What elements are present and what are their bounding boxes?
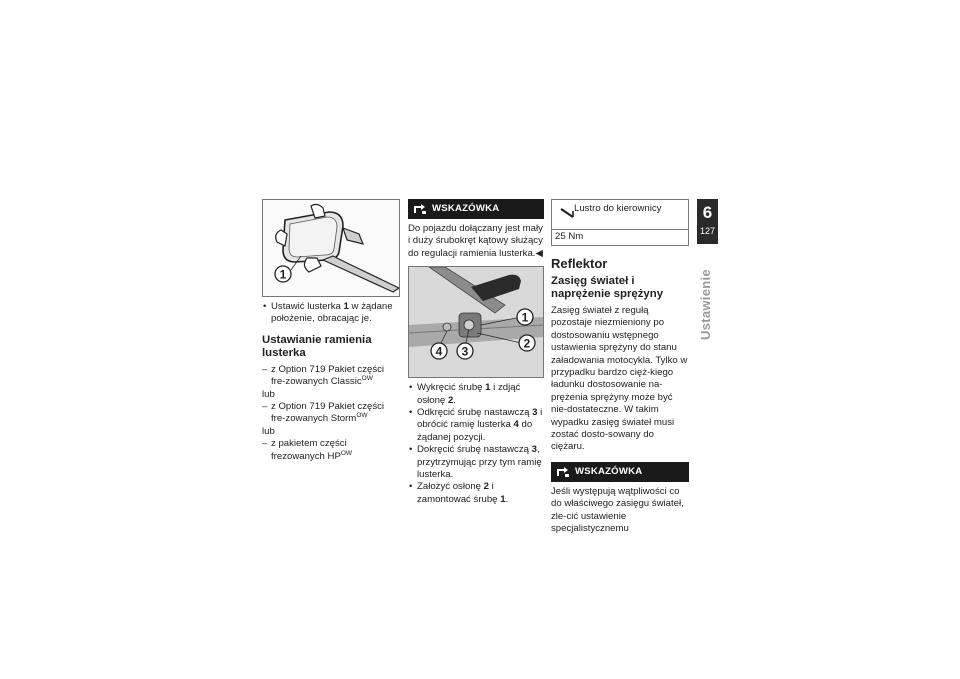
mirror-arm-figure <box>408 266 544 378</box>
warning-text: Do pojazdu dołączany jest mały i duży śrubokręt kątowy służący do regulacji ramienia lusterka.◀ <box>408 223 543 259</box>
subsection-title-headlight-range: Zasięg świateł i naprężenie sprężyny <box>551 275 664 300</box>
chapter-title: Ustawienie <box>698 269 713 340</box>
step-install-cover: • Założyć osłonę 2 i zamontować śrubę 1. <box>408 481 544 506</box>
callout-2: 2 <box>523 336 531 351</box>
info-hand-icon <box>555 465 571 479</box>
section-title-headlight: Reflektor <box>551 256 608 271</box>
section-heading-mirror-arm: Ustawianie ramienia lusterka <box>262 333 372 359</box>
column-1 <box>262 199 400 463</box>
mirror-illustration <box>263 200 399 296</box>
option-storm: – z Option 719 Pakiet części fre-zowanych Storm$^{OW}$ <box>262 401 400 426</box>
warning-title: WSKAZÓWKA <box>432 202 500 214</box>
mirror-arm-illustration <box>409 267 543 377</box>
step-tighten-screw: • Dokręcić śrubę nastawczą 3, przytrzymując przy tym ramię lusterka. <box>408 444 544 481</box>
column-2 <box>408 199 544 506</box>
callout-3: 3 <box>461 344 469 359</box>
page-number: 127 <box>699 226 716 236</box>
torque-value: 25 Nm <box>552 229 688 245</box>
warning-text-2: Jeśli występują wątpliwości co do właściwego zasięgu świateł, zle-cić ustawienie specjalistycznemu <box>551 485 684 535</box>
mirror-figure <box>262 199 400 297</box>
step-adjust-mirrors: • Ustawić lusterka 1 w żądane położenie, obracając je. <box>262 301 400 326</box>
warning-bar-2 <box>551 462 689 482</box>
option-classic: – z Option 719 Pakiet części fre-zowanych Classic$^{OW}$ <box>262 364 400 389</box>
chapter-tab <box>697 199 718 244</box>
headlight-body-text: Zasięg świateł z regułą pozostaje niezmieniony po dostosowaniu wstępnego ustawienia sprężyny do stanu załadowania motocykla. Tylko w przypadku bardzo cięż-kiego ładunku dostosowanie na-prężenia sprężyny może być nie-dostateczne. W takim wypadku zasięg świateł musi zostać dosto-sowany do ciężaru. <box>551 305 688 453</box>
torque-label: Lustro do kierownicy <box>574 203 662 214</box>
info-hand-icon <box>412 202 428 216</box>
warning-bar <box>408 199 544 219</box>
step-remove-cover: • Wykręcić śrubę 1 i zdjąć osłonę 2. <box>408 382 544 407</box>
warning-title-2: WSKAZÓWKA <box>575 465 643 477</box>
option-hp: – z pakietem części frezowanych $HP^{OW}$ <box>262 438 400 463</box>
torque-spec-box <box>551 199 689 246</box>
callout-1: 1 <box>521 310 529 325</box>
callout-4: 4 <box>435 344 443 359</box>
column-3 <box>551 199 689 536</box>
or-text-2: lub <box>262 425 275 437</box>
or-text-1: lub <box>262 388 275 400</box>
chapter-number: 6 <box>702 203 713 222</box>
callout-1: 1 <box>279 267 287 282</box>
step-loosen-screw: • Odkręcić śrubę nastawczą 3 i obrócić ramię lusterka 4 do żądanej pozycji. <box>408 407 544 444</box>
